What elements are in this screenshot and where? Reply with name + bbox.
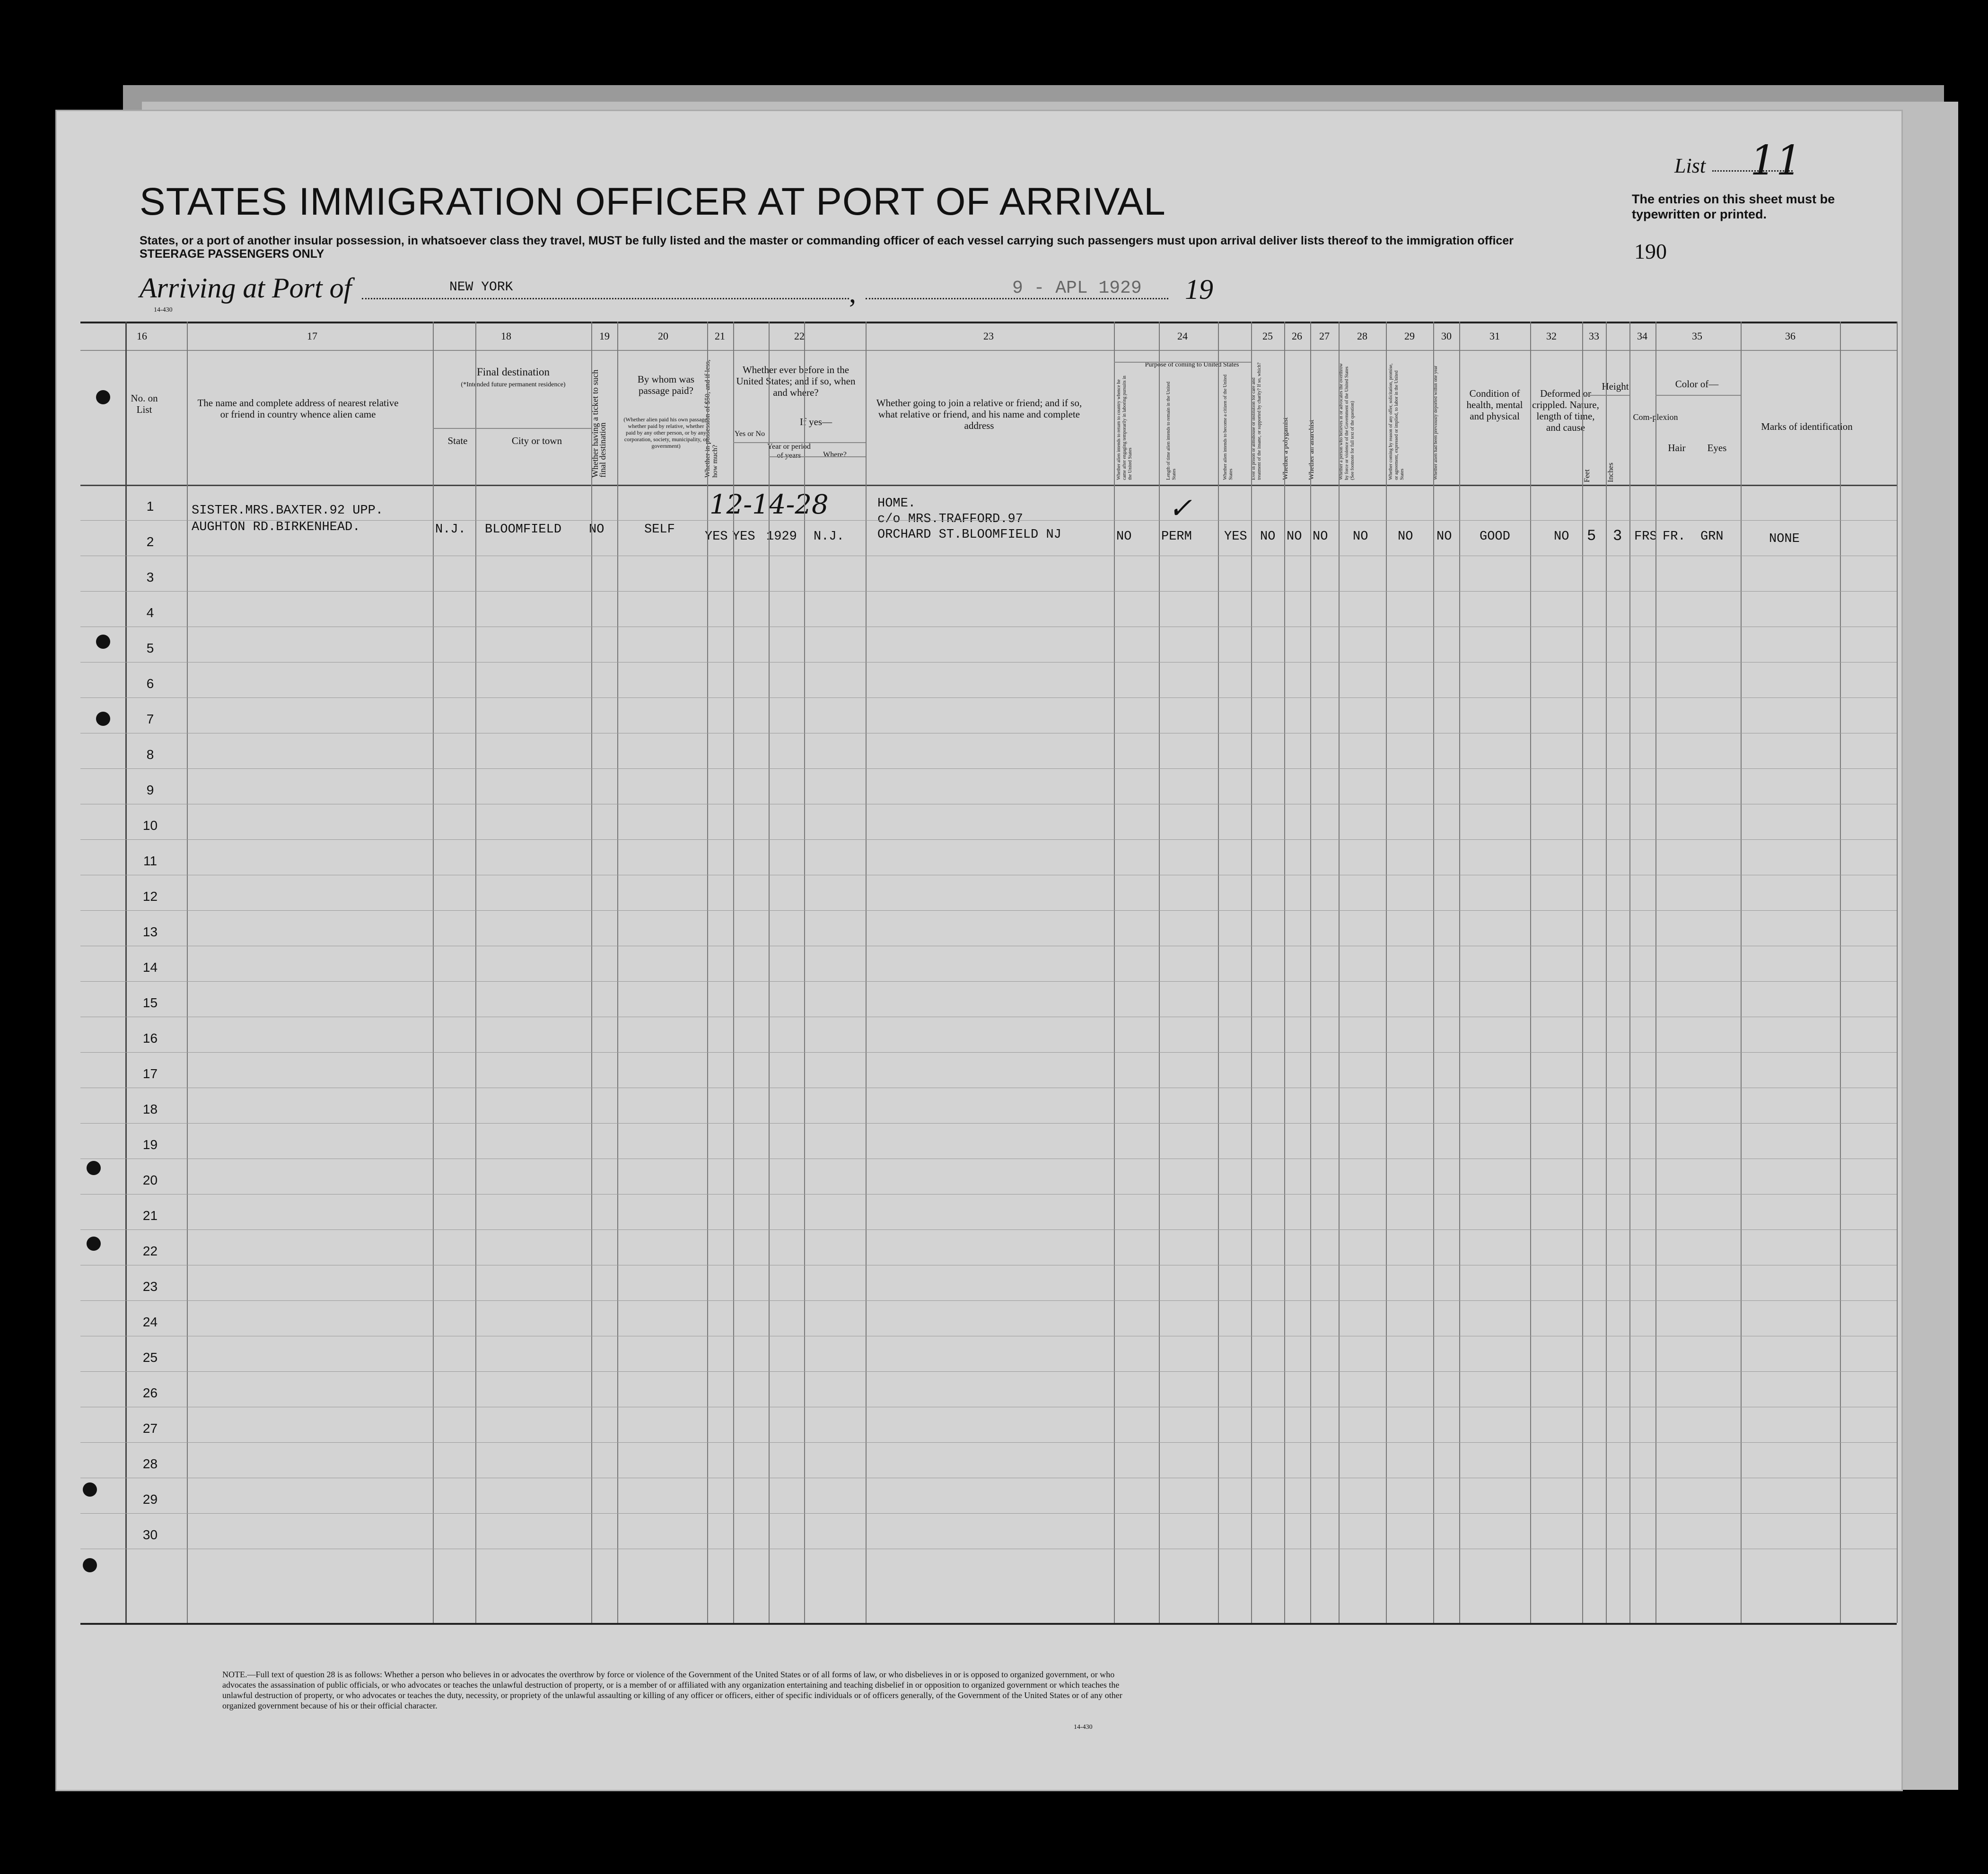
date-stamp: 9 - APL 1929 — [1012, 278, 1142, 298]
column-rule — [1114, 322, 1115, 1623]
column-number: 29 — [1404, 330, 1415, 342]
list-number: 11 — [1750, 137, 1802, 184]
column-number: 20 — [658, 330, 668, 342]
punch-hole — [87, 1237, 101, 1251]
entry-eyes: GRN — [1700, 530, 1724, 544]
arriving-label: Arriving at Port of — [140, 272, 352, 304]
row-number: 29 — [142, 1492, 158, 1507]
entry-q29: NO — [1398, 530, 1413, 544]
col34-header: Com-plexion — [1633, 412, 1678, 422]
col22-ifyes: If yes— — [799, 416, 832, 427]
entry-q30: NO — [1436, 530, 1452, 544]
punch-hole — [96, 712, 110, 726]
entry-before-where: N.J. — [814, 530, 844, 544]
column-number: 25 — [1262, 330, 1273, 342]
col22-year: Year or period of years — [767, 443, 811, 460]
column-rule — [866, 322, 867, 1623]
col27-header: Whether an anarchist — [1308, 419, 1315, 480]
column-rule — [769, 322, 770, 1623]
port-value: NEW YORK — [449, 280, 513, 295]
entry-inches: 3 — [1613, 527, 1622, 545]
column-number: 32 — [1546, 330, 1557, 342]
column-rule — [617, 322, 618, 1623]
row-rule — [80, 1229, 1897, 1230]
row-rule — [80, 981, 1897, 982]
instructions-text: States, or a port of another insular possession, in whatsoever class they travel, MUST be fully listed and the master or commanding officer of each vessel carrying such passengers must upon arrival deliver lists thereof to the immigration officer — [140, 234, 1514, 247]
column-rule — [733, 322, 734, 1623]
punch-hole — [83, 1558, 97, 1572]
punch-hole — [87, 1161, 101, 1175]
column-number: 21 — [715, 330, 725, 342]
column-rule — [1655, 322, 1656, 1623]
entry-health: GOOD — [1480, 530, 1510, 544]
col33-feet: Feet — [1583, 469, 1591, 482]
column-rule — [591, 322, 592, 1623]
entry-q28: NO — [1353, 530, 1368, 544]
year-label: 19 — [1185, 274, 1213, 305]
footnote-form-number: 14-430 — [1074, 1724, 1093, 1731]
entry-return: NO — [1116, 530, 1132, 544]
column-rule — [1251, 322, 1252, 1623]
row-number: 20 — [142, 1173, 158, 1187]
column-rule — [1897, 322, 1898, 1623]
col28-header: Whether a person who believes in or advocates the overthrow by force or violence of the Government of the United States (See footnote for full text of the question) — [1339, 363, 1355, 480]
subheader-rule — [1582, 395, 1629, 396]
row-rule — [80, 1371, 1897, 1372]
entry-ticket: NO — [589, 523, 604, 537]
col24-header: Purpose of coming to United States — [1145, 361, 1239, 368]
col18-note: (*Intended future permanent residence) — [461, 381, 566, 388]
col24-return-header: Whether alien intends to return to country whence he came after engaging temporarily in laboring pursuits in the United States — [1116, 375, 1133, 480]
column-rule — [1741, 322, 1742, 1623]
col31-header: Condition of health, mental and physical — [1466, 388, 1523, 422]
footnote: NOTE.—Full text of question 28 is as follows: Whether a person who believes in or advocates the overthrow by force or violence of the Government of the United States or of all forms of law, or who disbelieves in or is opposed to organized government, or who advocates the assassination of public officials, or who advocates or teaches the unlawful destruction of property, or is a member of or affiliated with any organization entertaining and teaching disbelief in or opposition to organized government or which teaches the unlawful destruction of property, or who advocates or teaches the duty, necessity, or propriety of the unlawful assaulting or killing of any officer or officers, either of specific individuals or of officers generally, of the Government of the United States or of any other organized government because of his or their official character. — [222, 1670, 1122, 1710]
row-number: 21 — [142, 1208, 158, 1223]
column-rule — [125, 322, 127, 1623]
column-number: 23 — [983, 330, 994, 342]
row-number: 28 — [142, 1456, 158, 1471]
header-bottom-rule — [80, 485, 1897, 486]
column-rule — [1606, 322, 1607, 1623]
entry-join-line1: HOME. — [877, 497, 916, 511]
row-rule — [80, 910, 1897, 911]
column-rule — [187, 322, 188, 1623]
column-rule — [1159, 322, 1160, 1623]
row-number: 26 — [142, 1386, 158, 1400]
row-number: 8 — [146, 747, 154, 762]
row-rule — [80, 1300, 1897, 1301]
column-number: 31 — [1489, 330, 1500, 342]
col29-header: Whether coming by reason of any offer, solicitation, promise, or agreement, expressed or implied, to labor in the United States — [1388, 363, 1405, 480]
col35-header: Color of— — [1675, 378, 1719, 390]
row-number: 6 — [146, 676, 154, 691]
column-number: 26 — [1292, 330, 1302, 342]
row-rule — [80, 839, 1897, 840]
entry-length: PERM — [1161, 530, 1192, 544]
row-rule — [80, 768, 1897, 769]
port-line — [362, 298, 849, 299]
subheader-rule — [1655, 395, 1741, 396]
entry-citizen: YES — [1224, 530, 1247, 544]
entry-feet: 5 — [1587, 527, 1596, 545]
col35-eyes: Eyes — [1707, 442, 1727, 453]
col20-note: (Whether alien paid his own passage, whether paid by relative, whether paid by any other person, or by any corporation, society, municipality, or government) — [623, 416, 709, 449]
column-rule — [707, 322, 708, 1623]
punch-hole — [96, 390, 110, 404]
row-number: 22 — [142, 1244, 158, 1258]
col17-header: The name and complete address of nearest relative or friend in country whence alien came — [197, 397, 399, 420]
column-rule — [1310, 322, 1311, 1623]
entry-before-year: 1929 — [766, 530, 797, 544]
column-number: 18 — [501, 330, 511, 342]
column-number: 28 — [1357, 330, 1367, 342]
colnum-rule — [80, 350, 1897, 351]
column-number: 24 — [1177, 330, 1188, 342]
list-note: The entries on this sheet must be typewritten or printed. — [1632, 192, 1835, 221]
column-rule — [1433, 322, 1434, 1623]
row-rule — [80, 1052, 1897, 1053]
column-rule — [1386, 322, 1387, 1623]
comma: , — [849, 277, 856, 308]
entry-deformed: NO — [1554, 530, 1569, 544]
column-rule — [1530, 322, 1531, 1623]
column-rule — [1459, 322, 1460, 1623]
col19-header: Whether having a ticket to such final destination — [590, 369, 607, 478]
row-number: 10 — [142, 818, 158, 833]
col33-header: Height — [1602, 381, 1629, 392]
row-number: 4 — [146, 605, 154, 620]
entry-paid-by: SELF — [644, 523, 675, 537]
table-top-rule — [80, 322, 1897, 323]
column-rule — [1629, 322, 1630, 1623]
column-rule — [1840, 322, 1841, 1623]
column-rule — [804, 322, 805, 1623]
row-number: 13 — [142, 924, 158, 939]
col22-yesno: Yes or No — [734, 430, 765, 438]
entry-prison: NO — [1260, 530, 1276, 544]
stamp-number: 190 — [1634, 239, 1667, 263]
column-number: 35 — [1692, 330, 1702, 342]
row-number: 14 — [142, 960, 158, 975]
col16-header: No. on List — [131, 392, 158, 415]
column-number: 17 — [307, 330, 317, 342]
row-rule — [80, 1513, 1897, 1514]
row-number: 3 — [146, 570, 154, 584]
entry-join-line3: ORCHARD ST.BLOOMFIELD NJ — [877, 528, 1061, 542]
column-number: 33 — [1589, 330, 1599, 342]
row-number: 11 — [143, 854, 158, 868]
row-number: 18 — [142, 1102, 158, 1116]
entry-relative-line2: AUGHTON RD.BIRKENHEAD. — [192, 520, 360, 534]
column-rule — [1284, 322, 1285, 1623]
subheader-rule — [433, 428, 591, 429]
page-title: STATES IMMIGRATION OFFICER AT PORT OF ARRIVAL — [140, 180, 1166, 223]
col30-header: Whether alien had been previously deported within one year — [1433, 366, 1438, 480]
form-number: 14-430 — [154, 306, 173, 314]
row-number: 17 — [142, 1066, 158, 1081]
column-number: 36 — [1785, 330, 1795, 342]
entry-money: YES — [705, 530, 728, 544]
row-number: 9 — [146, 783, 154, 797]
row-number: 1 — [146, 499, 154, 514]
row-number: 23 — [142, 1279, 158, 1294]
column-rule — [1218, 322, 1219, 1623]
column-number: 22 — [794, 330, 805, 342]
col36-header: Marks of identification — [1761, 421, 1853, 432]
col24-citizen-header: Whether alien intends to become a citizen of the United States — [1223, 375, 1234, 480]
column-number: 27 — [1319, 330, 1330, 342]
row-number: 2 — [146, 534, 154, 549]
row-number: 25 — [142, 1350, 158, 1365]
class-label: STEERAGE PASSENGERS ONLY — [140, 247, 324, 261]
entry-relative-line1: SISTER.MRS.BAXTER.92 UPP. — [192, 504, 384, 518]
row-number: 7 — [146, 712, 154, 726]
col22-header: Whether ever before in the United States; and if so, when and where? — [736, 364, 856, 398]
row-number: 16 — [142, 1031, 158, 1046]
col22-where: Where? — [823, 451, 847, 459]
col18-city-header: City or town — [511, 435, 562, 446]
table-bottom-rule — [80, 1623, 1897, 1625]
column-number: 16 — [137, 330, 147, 342]
row-number: 27 — [142, 1421, 158, 1436]
row-rule — [80, 1123, 1897, 1124]
col23-header: Whether going to join a relative or friend; and if so, what relative or friend, and his name and complete address — [876, 397, 1082, 431]
row-number: 5 — [146, 641, 154, 655]
row-number: 15 — [142, 995, 158, 1010]
row-rule — [80, 697, 1897, 698]
col26-header: Whether a polygamist — [1282, 417, 1289, 480]
col25-header: Ever in prison or almshouse or institution for care and treatment of the insane, or supported by charity? If so, which? — [1251, 362, 1262, 480]
punch-hole — [96, 635, 110, 649]
list-label: List — [1674, 154, 1706, 177]
col21-header: Whether in possession of $50, and if less, how much? — [704, 359, 719, 478]
col18-header: Final destination — [477, 366, 550, 378]
row-rule — [80, 520, 1897, 521]
entry-polygamist: NO — [1287, 530, 1302, 544]
col32-header: Deformed or crippled. Nature, length of time, and cause — [1532, 388, 1599, 433]
handwritten-date: 12-14-28 — [709, 489, 829, 520]
row-rule — [80, 1442, 1897, 1443]
entry-state: N.J. — [435, 523, 466, 537]
col18-state-header: State — [447, 435, 468, 446]
col20-header: By whom was passage paid? — [637, 374, 695, 396]
row-number: 24 — [142, 1315, 158, 1329]
column-number: 34 — [1637, 330, 1647, 342]
column-rule — [1339, 322, 1340, 1623]
entry-complexion: FRS — [1634, 530, 1657, 544]
col35-hair: Hair — [1668, 442, 1686, 453]
subheader-rule — [769, 456, 866, 457]
column-rule — [1582, 322, 1583, 1623]
entry-marks: NONE — [1769, 532, 1800, 546]
subheader-rule — [1114, 362, 1251, 363]
manifest-table — [80, 322, 1897, 1623]
entry-hair: FR. — [1663, 530, 1686, 544]
row-number: 19 — [142, 1137, 158, 1152]
column-number: 30 — [1441, 330, 1452, 342]
entry-city: BLOOMFIELD — [485, 523, 562, 537]
row-number: 30 — [142, 1527, 158, 1542]
row-rule — [80, 591, 1897, 592]
col33-inches: Inches — [1607, 462, 1615, 482]
entry-anarchist: NO — [1313, 530, 1328, 544]
column-number: 19 — [599, 330, 610, 342]
checkmark-icon: ✓ — [1168, 492, 1192, 525]
col24-length-header: Length of time alien intends to remain in the United States — [1166, 381, 1177, 480]
punch-hole — [83, 1482, 97, 1497]
column-rule — [475, 322, 476, 1623]
row-number: 12 — [142, 889, 158, 904]
entry-before-yes: YES — [732, 530, 755, 544]
subheader-rule — [733, 442, 866, 443]
entry-join-line2: c/o MRS.TRAFFORD.97 — [877, 512, 1023, 526]
column-rule — [433, 322, 434, 1623]
